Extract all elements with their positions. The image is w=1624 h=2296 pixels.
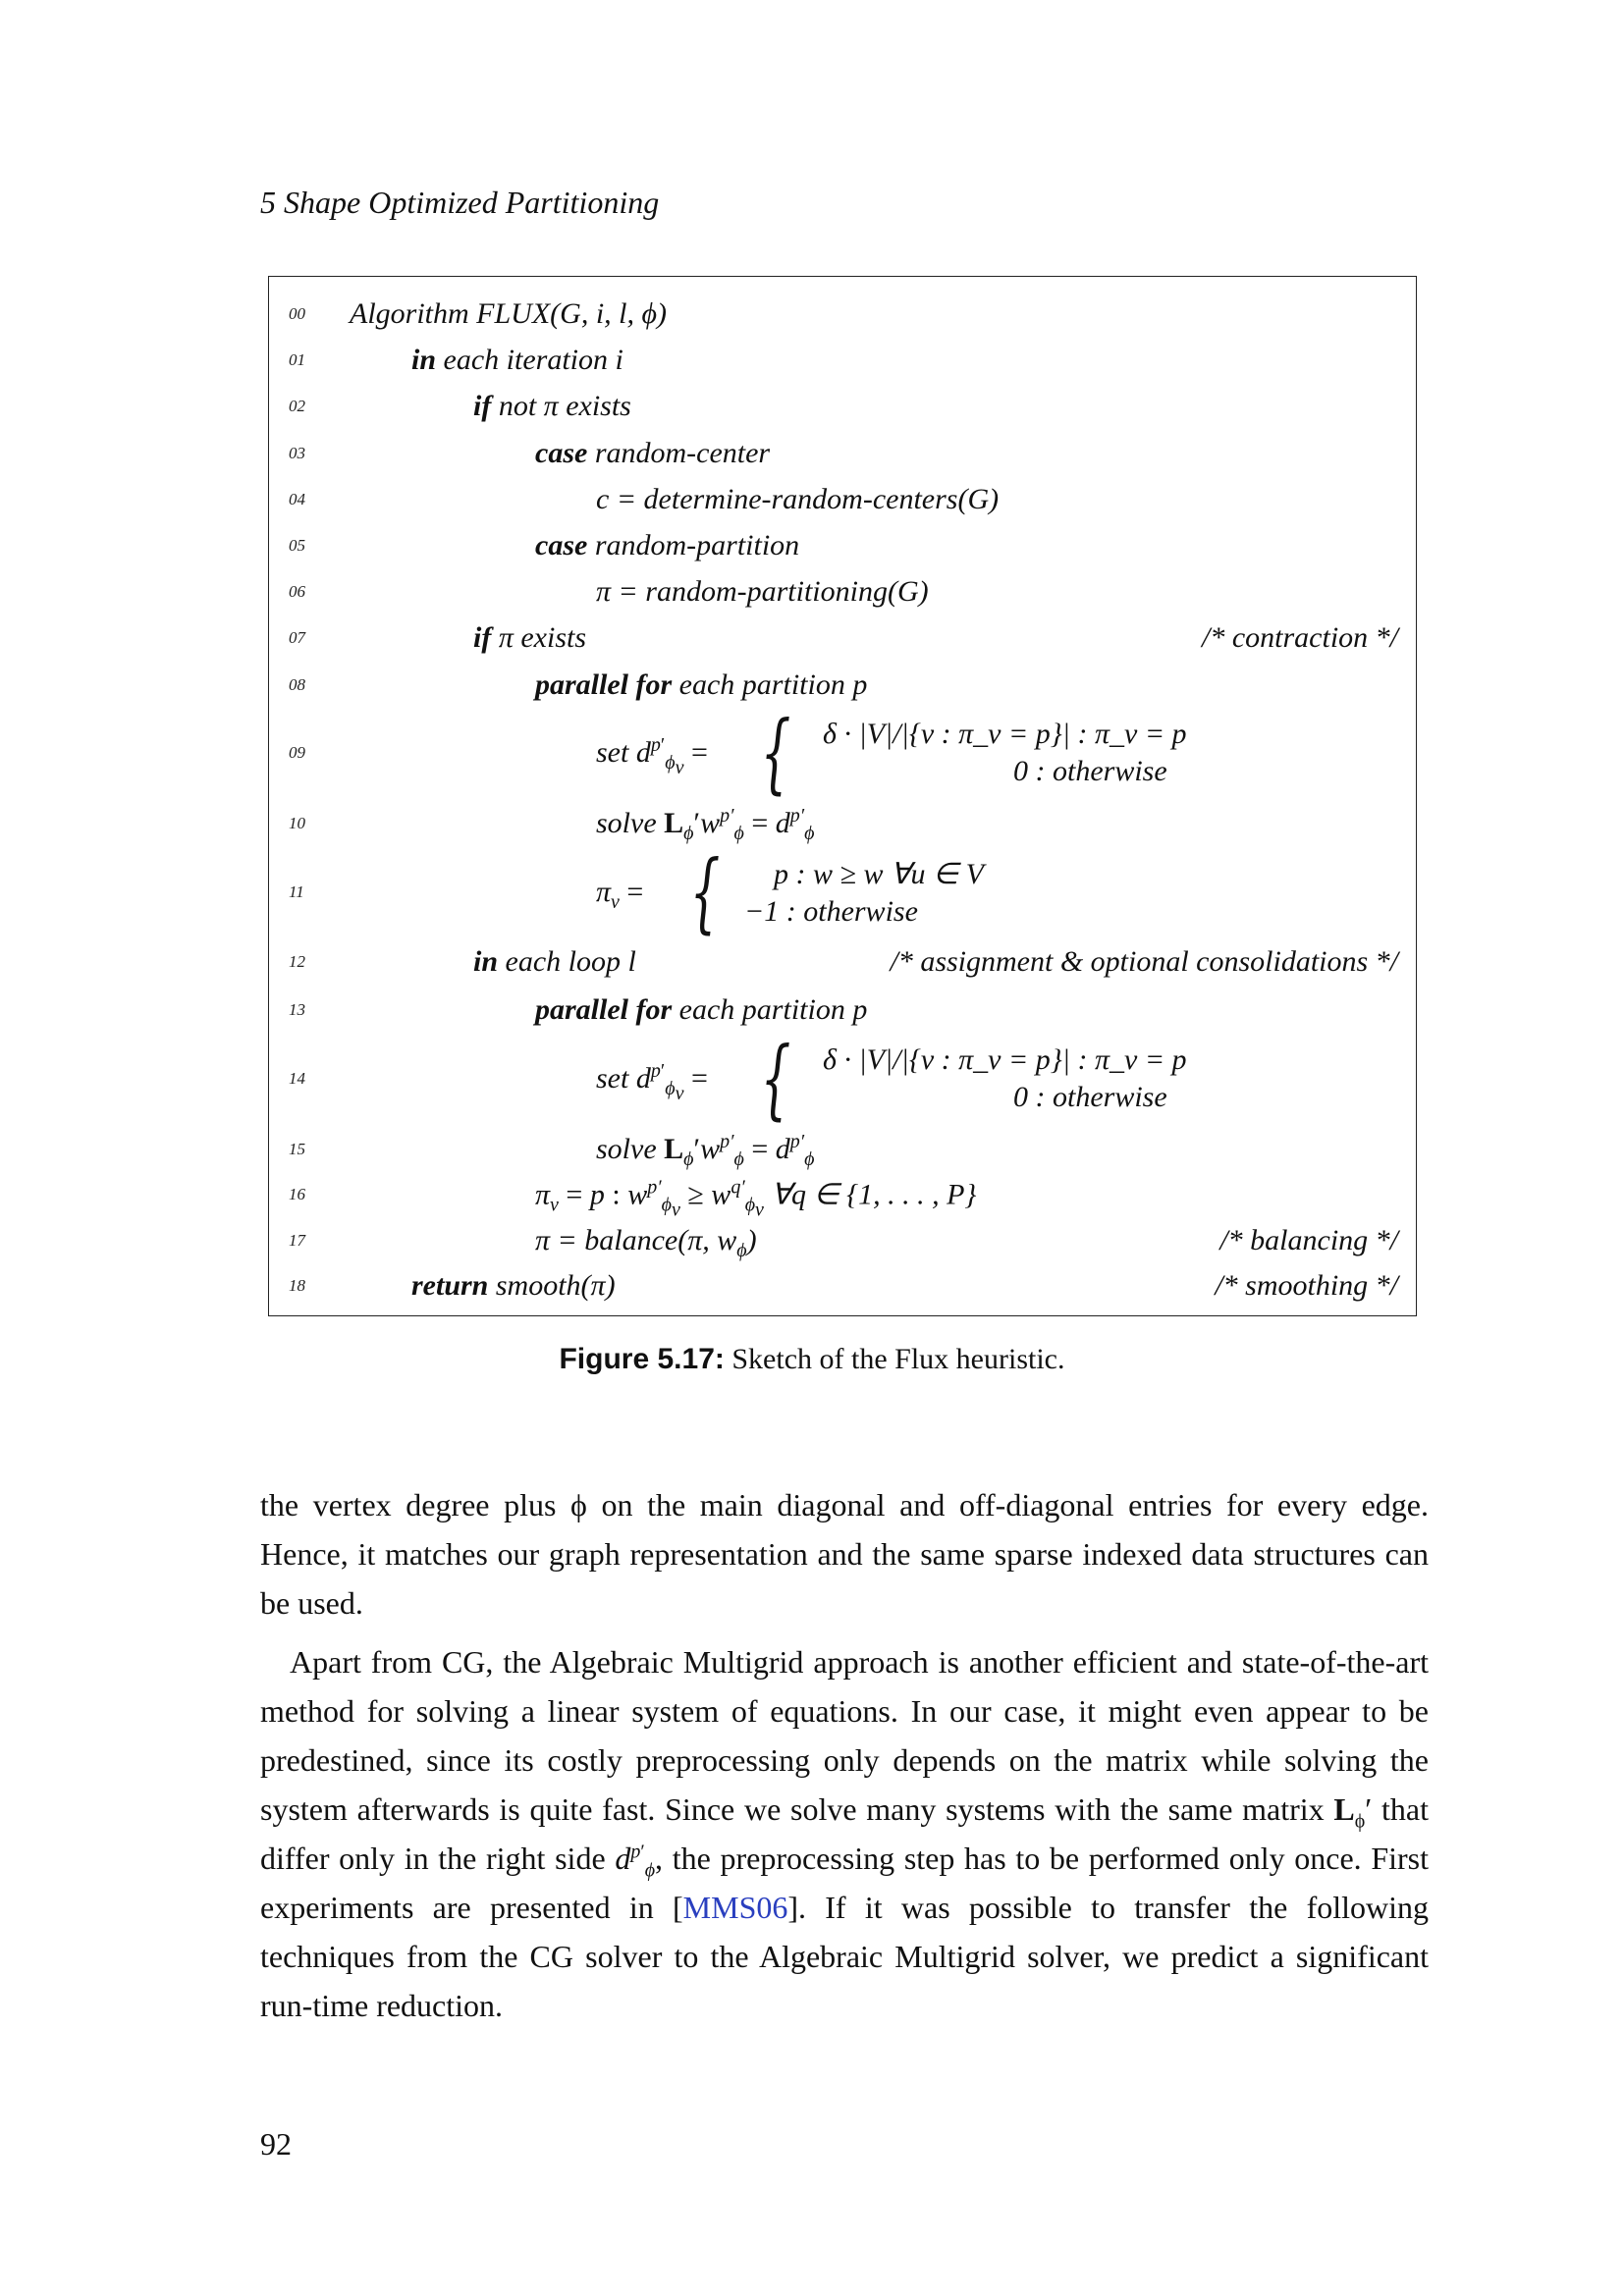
code-text: each partition p xyxy=(672,993,868,1026)
code-text: π exists xyxy=(491,621,587,654)
case-row: −1 : otherwise xyxy=(744,894,918,928)
case-block xyxy=(681,841,984,942)
case-block xyxy=(752,702,1187,803)
math-equals: = xyxy=(690,736,708,769)
algo-code: $\pi_v$ = xyxy=(596,876,644,913)
algo-code xyxy=(535,993,867,1027)
paragraph-text: that differ only in the right side xyxy=(260,1791,1430,1876)
figure-caption xyxy=(0,1343,1624,1376)
algo-code xyxy=(411,1269,616,1303)
math-sup: p xyxy=(650,734,661,756)
case-row: 0 : otherwise xyxy=(1013,1081,1167,1113)
algo-code: set $d^{p'}_{\phi_v}$ = xyxy=(596,1060,708,1104)
algo-line xyxy=(269,387,1416,426)
algorithm-box xyxy=(268,276,1417,1316)
code-text: solve xyxy=(596,807,657,839)
algo-code xyxy=(473,945,636,979)
algo-code: c = determine-random-centers(G) xyxy=(596,483,1000,515)
case-block xyxy=(752,1028,1187,1129)
algo-code xyxy=(596,734,708,778)
case-row: δ · |V|/|{v : π_v = p}| : π_v = p xyxy=(823,1043,1187,1076)
math-matrix: L xyxy=(664,807,684,839)
algo-line xyxy=(269,480,1416,519)
keyword: parallel for xyxy=(535,668,673,701)
caption-text: Sketch of the Flux heuristic. xyxy=(724,1343,1065,1375)
code-text: ∀q ∈ {1, . . . , P} xyxy=(771,1178,977,1211)
paragraph-text: Apart from CG, the Algebraic Multigrid approach is another efficient and state-of-the-art method for solving a linear system of equations. In our case, it might even appear to be predestined, since its costly preprocessing only depends on the matrix while solving the system afterwards is quite fast. Since we solve many systems with the same matrix xyxy=(260,1644,1429,1827)
line-number: 08 xyxy=(289,675,305,694)
math-prime: ′ xyxy=(660,734,666,756)
algo-line xyxy=(269,942,1416,982)
algo-line xyxy=(269,1127,1416,1172)
line-number: 14 xyxy=(289,1069,305,1088)
keyword: case xyxy=(535,529,588,561)
algo-line xyxy=(269,294,1416,334)
algo-line xyxy=(269,990,1416,1030)
page-number: 92 xyxy=(260,2126,292,2162)
case-rows xyxy=(799,1043,1187,1114)
algo-code xyxy=(535,437,770,470)
algo-code xyxy=(535,529,799,562)
line-number: 09 xyxy=(289,743,305,762)
line-number: 15 xyxy=(289,1140,305,1158)
code-text: set d xyxy=(596,736,651,769)
algo-line xyxy=(269,526,1416,565)
brace-icon: { xyxy=(760,702,791,803)
running-header: 5 Shape Optimized Partitioning xyxy=(260,185,660,220)
comment: /* smoothing */ xyxy=(1215,1269,1398,1302)
code-text: random-partition xyxy=(587,529,800,561)
comment: /* balancing */ xyxy=(1219,1224,1398,1256)
case-row: 0 : otherwise xyxy=(1013,755,1167,787)
keyword: in xyxy=(411,344,437,376)
code-text: smooth(π) xyxy=(488,1269,616,1302)
line-number: 01 xyxy=(289,350,305,369)
line-number: 05 xyxy=(289,536,305,555)
algo-code: solve $L_\phi'w^{p'}_\phi = d^{p'}_\phi$ xyxy=(596,1131,815,1170)
code-text: random-center xyxy=(587,437,771,469)
case-rows xyxy=(729,857,984,929)
algo-line xyxy=(269,341,1416,380)
math-prime: ′ xyxy=(693,807,701,839)
line-number: 06 xyxy=(289,582,305,601)
line-number: 07 xyxy=(289,628,305,647)
algo-code xyxy=(535,668,867,702)
paragraph: Apart from CG, the Algebraic Multigrid approach is another efficient and state-of-the-art method for solving a linear system of equations. In our case, it might even appear to be predestined, since its costly preprocessing only depends on the matrix while solving the system afterwards is quite fast. Since we solve many systems with the same matrix $L_\phi'$ that differ only in the right side $d^{p'}_\phi$, the preprocessing step has to be performed only once. First experiments are presented in [MMS06]. If it was possible to transfer the following techniques from the CG solver to the Algebraic Multigrid solver, we predict a significant run-time reduction. xyxy=(260,1644,1430,2023)
algo-code: solve $L_\phi'w^{p'}_\phi = d^{p'}_\phi$ xyxy=(596,805,815,844)
algo-line xyxy=(269,666,1416,705)
algo-line xyxy=(269,841,1416,942)
algo-line xyxy=(269,1221,1416,1260)
line-number: 04 xyxy=(289,490,305,508)
algo-line xyxy=(269,801,1416,846)
algo-code xyxy=(473,621,586,655)
algo-code xyxy=(473,390,631,423)
line-number: 16 xyxy=(289,1185,305,1203)
math-matrix: L xyxy=(1333,1791,1355,1827)
comment: /* contraction */ xyxy=(1202,621,1398,654)
line-number: 00 xyxy=(289,304,305,323)
algo-code xyxy=(411,344,623,377)
brace-icon: { xyxy=(689,841,721,942)
case-row: p : w ≥ w ∀u ∈ V xyxy=(774,857,984,890)
algo-code: π = random-partitioning(G) xyxy=(596,575,929,608)
paragraph-text: ]. If it was possible to transfer the following techniques from the CG solver to the Algebraic Multigrid solver, we predict a significant run-time reduction. xyxy=(260,1890,1429,2023)
line-number: 12 xyxy=(289,952,305,971)
algo-line xyxy=(269,618,1416,658)
algo-line xyxy=(269,1266,1416,1306)
keyword: return xyxy=(411,1269,489,1302)
code-text: π = balance(π, w xyxy=(535,1224,737,1256)
code-text: each partition p xyxy=(672,668,868,701)
algo-line xyxy=(269,702,1416,803)
line-number: 18 xyxy=(289,1276,305,1295)
keyword: if xyxy=(473,621,492,654)
code-text: set d xyxy=(596,1062,651,1095)
line-number: 11 xyxy=(289,882,304,901)
algo-line xyxy=(269,434,1416,473)
keyword: if xyxy=(473,390,492,422)
algo-code: π = balance(π, $w_\phi$) xyxy=(535,1224,757,1261)
brace-icon: { xyxy=(760,1028,791,1129)
case-rows xyxy=(799,718,1187,788)
line-number: 10 xyxy=(289,814,305,832)
line-number: 17 xyxy=(289,1231,305,1250)
line-number: 03 xyxy=(289,444,305,462)
keyword: in xyxy=(473,945,499,978)
code-text: not π exists xyxy=(491,390,631,422)
line-number: 02 xyxy=(289,397,305,415)
algo-line xyxy=(269,1172,1416,1221)
keyword: parallel for xyxy=(535,993,673,1026)
algo-title: Algorithm FLUX(G, i, l, ϕ) xyxy=(350,297,668,330)
code-text: each iteration i xyxy=(436,344,623,376)
algo-line xyxy=(269,1028,1416,1129)
keyword: case xyxy=(535,437,588,469)
comment: /* assignment & optional consolidations */ xyxy=(890,945,1398,978)
algo-code: $\pi_v = p$ : $w^{p'}_{\phi_v} \ge w^{q'}_{\phi_v}$ ∀q ∈ {1, . . . , P} xyxy=(535,1176,977,1221)
code-text: solve xyxy=(596,1133,657,1165)
math-sub: ϕv xyxy=(665,752,684,778)
case-row: δ · |V|/|{v : π_v = p}| : π_v = p xyxy=(823,718,1187,750)
paragraph: the vertex degree plus ϕ on the main diagonal and off-diagonal entries for every edge. Hence, it matches our graph representation and the same sparse indexed data structures can be used. xyxy=(260,1487,1429,1621)
caption-label: Figure 5.17: xyxy=(559,1343,725,1375)
code-text: each loop l xyxy=(498,945,636,978)
line-number: 13 xyxy=(289,1000,305,1019)
algo-line xyxy=(269,572,1416,612)
paragraph-text: , the preprocessing step has to be performed only once. First experiments are presented in [ xyxy=(260,1841,1430,1925)
citation-link[interactable]: MMS06 xyxy=(682,1890,788,1925)
